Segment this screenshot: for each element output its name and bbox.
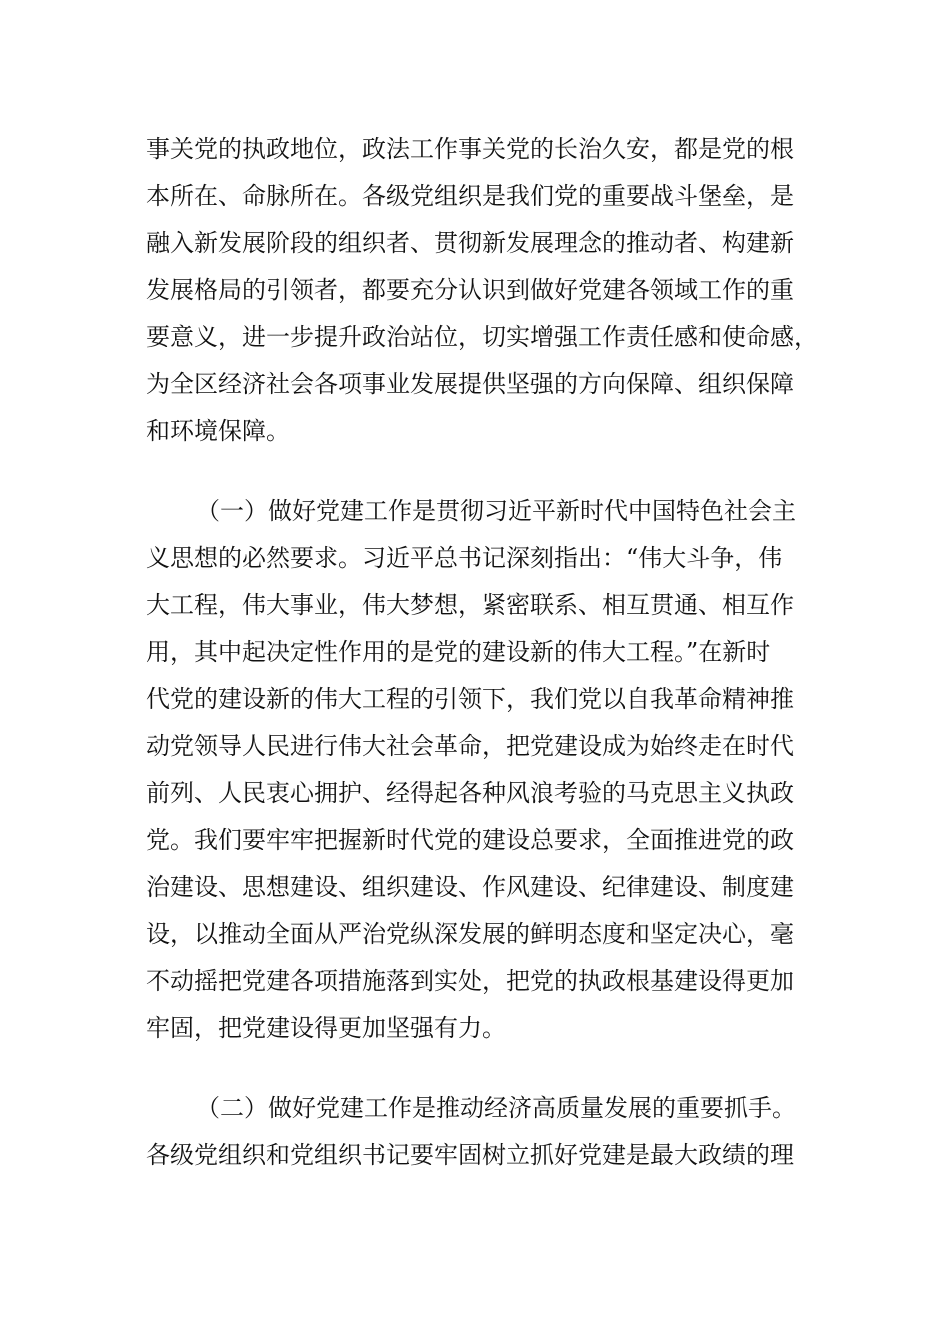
paragraph-line: （二）做好党建工作是推动经济高质量发展的重要抓手。 — [196, 1094, 796, 1122]
paragraph-line: （一）做好党建工作是贯彻习近平新时代中国特色社会主 — [196, 497, 796, 525]
paragraph-line: 本所在、命脉所在。各级党组织是我们党的重要战斗堡垒，是 — [146, 182, 794, 210]
paragraph-spacer — [146, 455, 796, 488]
paragraph-2 — [146, 488, 796, 1052]
paragraph-line: 不动摇把党建各项措施落到实处，把党的执政根基建设得更加 — [146, 967, 794, 995]
paragraph-line: 代党的建设新的伟大工程的引领下，我们党以自我革命精神推 — [146, 685, 794, 713]
paragraph-line: 和环境保障。 — [146, 417, 290, 445]
paragraph-line: 前列、人民衷心拥护、经得起各种风浪考验的马克思主义执政 — [146, 779, 794, 807]
document-body — [146, 126, 818, 1179]
paragraph-line: 用，其中起决定性作用的是党的建设新的伟大工程。”在新时 — [146, 638, 771, 666]
paragraph-3 — [146, 1085, 796, 1179]
paragraph-line: 义思想的必然要求。习近平总书记深刻指出：“伟大斗争，伟 — [146, 544, 783, 572]
paragraph-line: 事关党的执政地位，政法工作事关党的长治久安，都是党的根 — [146, 135, 794, 163]
paragraph-line: 牢固，把党建设得更加坚强有力。 — [146, 1014, 506, 1042]
paragraph-1 — [146, 126, 818, 455]
paragraph-line: 大工程，伟大事业，伟大梦想，紧密联系、相互贯通、相互作 — [146, 591, 794, 619]
paragraph-line: 治建设、思想建设、组织建设、作风建设、纪律建设、制度建 — [146, 873, 794, 901]
paragraph-line: 发展格局的引领者，都要充分认识到做好党建各领域工作的重 — [146, 276, 794, 304]
paragraph-line: 融入新发展阶段的组织者、贯彻新发展理念的推动者、构建新 — [146, 229, 794, 257]
paragraph-line: 动党领导人民进行伟大社会革命，把党建设成为始终走在时代 — [146, 732, 794, 760]
paragraph-spacer — [146, 1052, 796, 1085]
paragraph-line: 党。我们要牢牢把握新时代党的建设总要求，全面推进党的政 — [146, 826, 794, 854]
paragraph-line: 设，以推动全面从严治党纵深发展的鲜明态度和坚定决心，毫 — [146, 920, 794, 948]
paragraph-line: 为全区经济社会各项事业发展提供坚强的方向保障、组织保障 — [146, 370, 794, 398]
paragraph-line: 各级党组织和党组织书记要牢固树立抓好党建是最大政绩的理 — [146, 1141, 794, 1169]
paragraph-line: 要意义，进一步提升政治站位，切实增强工作责任感和使命感， — [146, 323, 818, 351]
